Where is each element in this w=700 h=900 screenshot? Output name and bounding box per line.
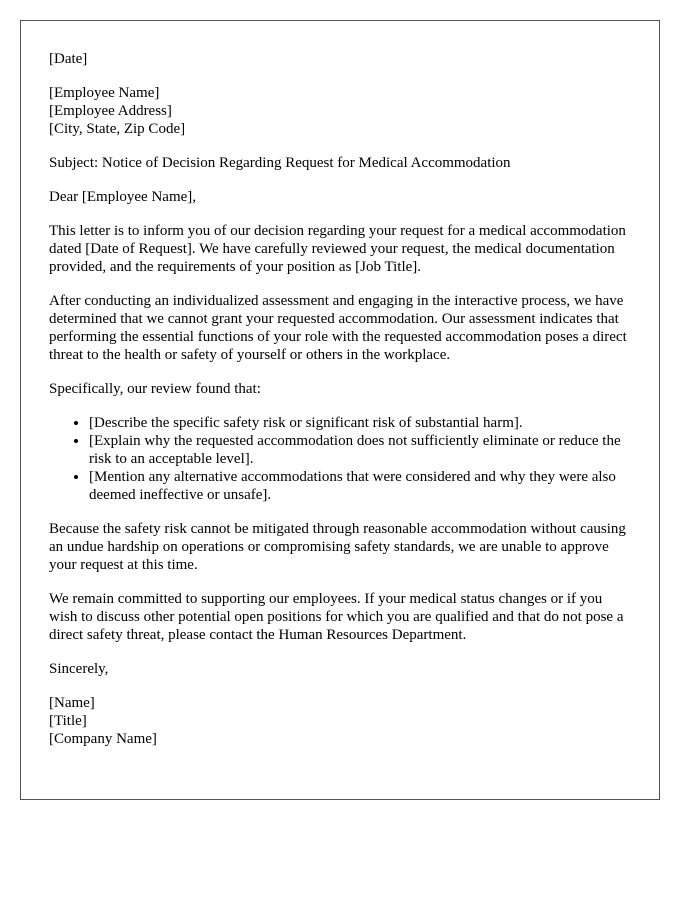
letter-closing: Sincerely, (49, 661, 109, 677)
finding-item: • [Explain why the requested accommodation does not sufficiently eliminate or reduce the risk to an acceptable level]. (89, 432, 631, 468)
recipient-address: [Employee Address] (49, 103, 172, 119)
intro-paragraph: This letter is to inform you of our decision regarding your request for a medical accommodation dated [Date of Request]. We have carefully reviewed your request, the medical documentation provided, and the requirements of your position as [Job Title]. (49, 223, 626, 275)
letter-salutation: Dear [Employee Name], (49, 189, 197, 205)
recipient-block (49, 84, 631, 138)
recipient-city-state-zip: [City, State, Zip Code] (49, 121, 186, 137)
recipient-name: [Employee Name] (49, 85, 160, 101)
signature-block (49, 694, 631, 748)
commitment-paragraph: We remain committed to supporting our employees. If your medical status changes or if you wish to discuss other potential open positions for which you are qualified and that do not pose a direct safety threat, please contact the Human Resources Department. (49, 591, 624, 643)
findings-intro: Specifically, our review found that: (49, 381, 261, 397)
decision-paragraph: After conducting an individualized assessment and engaging in the interactive process, we have determined that we cannot grant your requested accommodation. Our assessment indicates that performing the essential functions of your role with the requested accommodation poses a direct threat to the health or safety of yourself or others in the workplace. (49, 293, 627, 363)
finding-item: • [Describe the specific safety risk or significant risk of substantial harm]. (89, 414, 631, 432)
findings-list (49, 414, 631, 504)
letter-page (20, 20, 660, 800)
letter-subject: Subject: Notice of Decision Regarding Request for Medical Accommodation (49, 155, 511, 171)
signature-company: [Company Name] (49, 731, 157, 747)
finding-item: • [Mention any alternative accommodations that were considered and why they were also deemed ineffective or unsafe]. (89, 468, 631, 504)
signature-name: [Name] (49, 695, 95, 711)
signature-title: [Title] (49, 713, 87, 729)
conclusion-paragraph: Because the safety risk cannot be mitigated through reasonable accommodation without causing an undue hardship on operations or compromising safety standards, we are unable to approve your request at this time. (49, 521, 626, 573)
letter-date: [Date] (49, 51, 88, 67)
